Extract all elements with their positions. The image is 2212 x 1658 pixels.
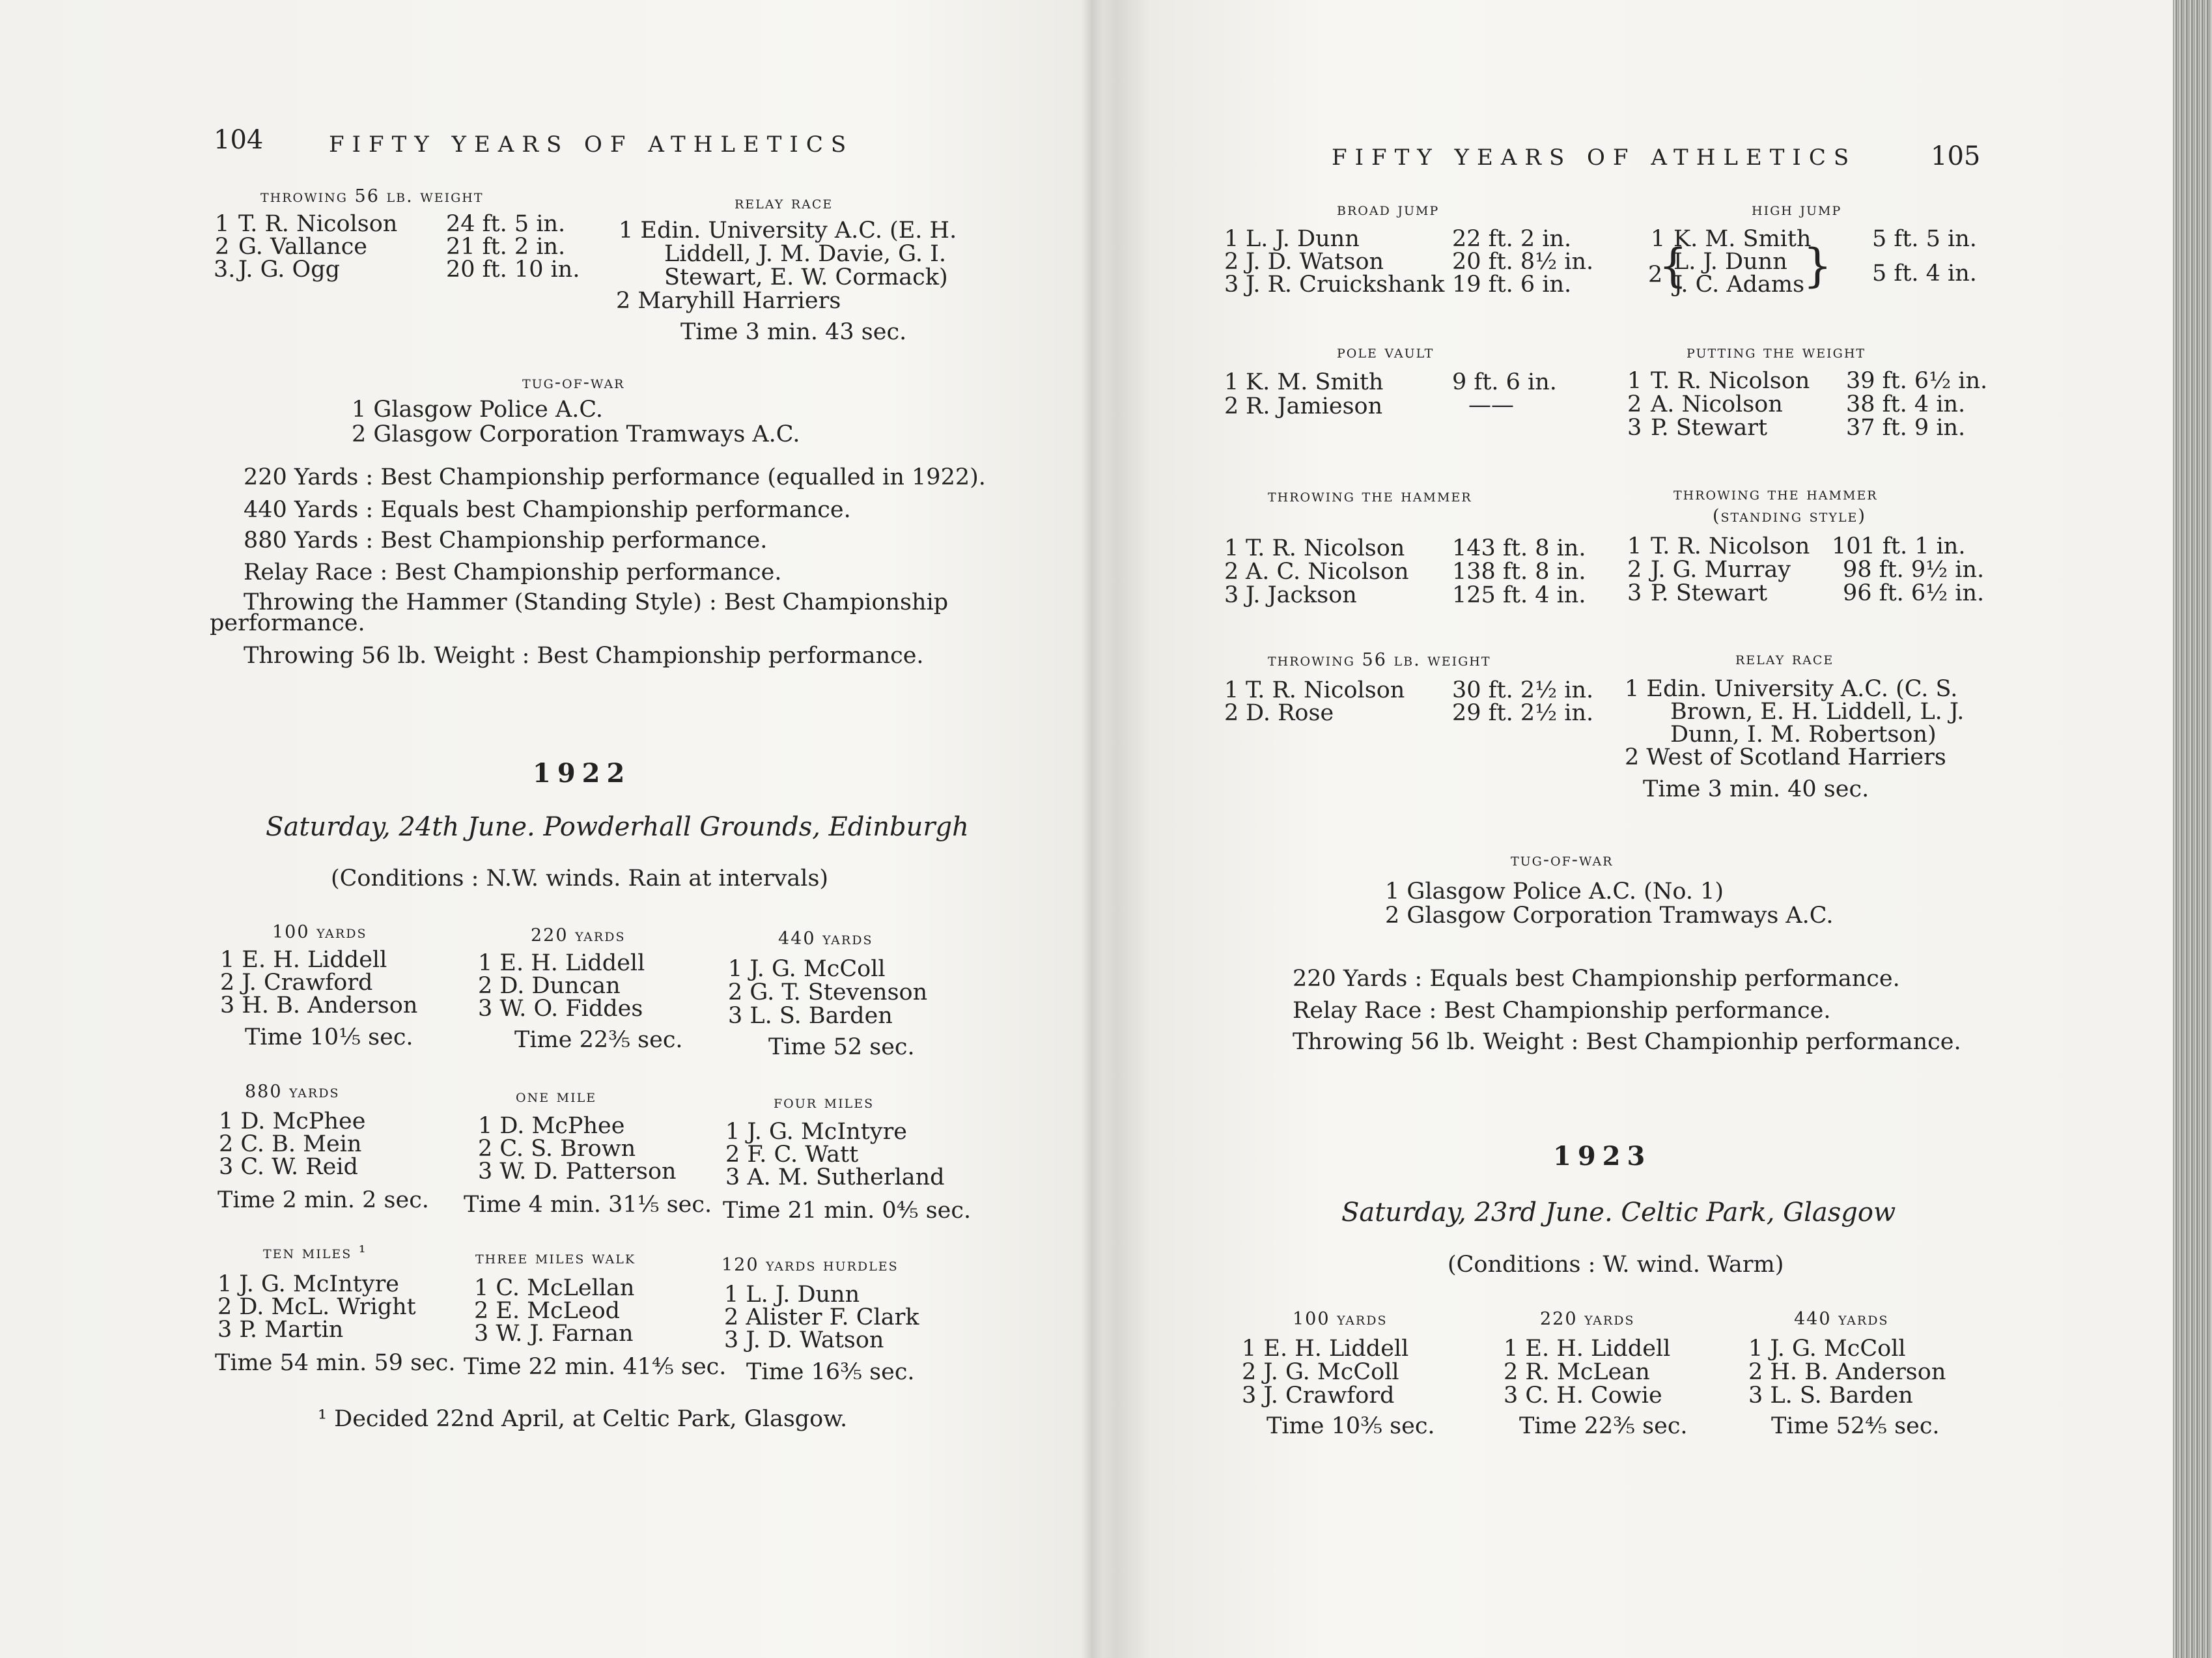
entry-position: 2	[215, 234, 230, 260]
entry-name: A. C. Nicolson	[1246, 559, 1409, 585]
entry-name: J. C. Adams	[1673, 272, 1805, 298]
relay-line: 2 West of Scotland Harriers	[1625, 744, 1946, 770]
running-head: FIFTY YEARS OF ATHLETICS	[1332, 145, 1857, 171]
event-entry: 3 J. D. Watson	[724, 1327, 884, 1353]
conditions: (Conditions : N.W. winds. Rain at intervals)	[331, 865, 829, 892]
entry-result: 39 ft. 6½ in.	[1846, 368, 1988, 394]
event-entry: 3 W. D. Patterson	[478, 1159, 677, 1185]
section-title: broad jump	[1337, 199, 1440, 219]
left-page	[0, 0, 1091, 1658]
entry-position: 3.	[214, 257, 236, 283]
entry-result: 24 ft. 5 in.	[446, 211, 566, 237]
note-line: Throwing the Hammer (Standing Style) : Best Championship	[244, 589, 949, 615]
running-head: FIFTY YEARS OF ATHLETICS	[329, 132, 854, 158]
entry-position: 3	[1224, 582, 1239, 608]
event-entry: 2 D. Duncan	[478, 973, 621, 999]
right-brace-icon: }	[1803, 239, 1832, 292]
event-title: four miles	[774, 1092, 875, 1112]
event-entry: 1 E. H. Liddell	[478, 950, 645, 976]
event-entry: 3 P. Martin	[217, 1317, 344, 1343]
note-line: performance.	[210, 610, 365, 636]
event-time: Time 4 min. 31⅕ sec.	[464, 1192, 712, 1218]
entry-name: T. R. Nicolson	[1651, 533, 1810, 559]
event-entry: 3 L. S. Barden	[1748, 1383, 1913, 1409]
entry-result: 98 ft. 9½ in.	[1843, 557, 1985, 583]
event-entry: 2 C. S. Brown	[478, 1136, 636, 1162]
entry-name: J. Jackson	[1246, 582, 1357, 608]
section-title: tug-of-war	[1511, 850, 1614, 870]
section-title: throwing 56 lb. weight	[1268, 650, 1491, 670]
relay-line: 2 Maryhill Harriers	[616, 288, 841, 314]
event-entry: 2 R. McLean	[1504, 1359, 1650, 1385]
relay-line: 1 Edin. University A.C. (E. H.	[619, 218, 957, 244]
entry-name: P. Stewart	[1651, 415, 1768, 441]
event-entry: 2 J. Crawford	[220, 970, 373, 996]
event-title: three miles walk	[475, 1248, 636, 1268]
entry-position: 3	[1627, 415, 1642, 441]
entry-position: 2	[1627, 557, 1642, 583]
entry-position: 2	[1224, 393, 1239, 419]
event-entry: 1 J. G. McIntyre	[217, 1271, 400, 1297]
event-title: 220 yards	[531, 925, 626, 946]
entry-name: T. R. Nicolson	[238, 211, 398, 237]
entry-name: P. Stewart	[1651, 580, 1768, 606]
event-entry: 3 C. H. Cowie	[1504, 1383, 1662, 1409]
entry-position: 1	[1224, 535, 1239, 561]
entry-name: J. D. Watson	[1246, 249, 1384, 275]
event-entry: 2 D. McL. Wright	[217, 1294, 416, 1320]
event-title: 440 yards	[1794, 1309, 1889, 1329]
section-title: pole vault	[1337, 342, 1435, 362]
event-title: 220 yards	[1540, 1309, 1635, 1329]
event-title: 440 yards	[778, 929, 873, 949]
entry-position: 1	[1627, 368, 1642, 394]
note-line: 440 Yards : Equals best Championship performance.	[244, 497, 851, 523]
event-entry: 2 J. G. McColl	[1242, 1359, 1399, 1385]
entry-name: J. G. Murray	[1651, 557, 1791, 583]
entry-position: 2	[1224, 700, 1239, 726]
tug-entry: 1 Glasgow Police A.C.	[352, 397, 604, 423]
entry-name: K. M. Smith	[1673, 226, 1812, 252]
event-time: Time 2 min. 2 sec.	[217, 1187, 429, 1213]
entry-name: T. R. Nicolson	[1651, 368, 1810, 394]
tug-entry: 1 Glasgow Police A.C. (No. 1)	[1385, 878, 1724, 905]
entry-result: 125 ft. 4 in.	[1452, 582, 1586, 608]
entry-result: 19 ft. 6 in.	[1452, 272, 1572, 298]
event-entry: 3 A. M. Sutherland	[725, 1164, 945, 1190]
entry-position: 2	[1627, 391, 1642, 417]
event-entry: 2 F. C. Watt	[725, 1142, 859, 1168]
event-entry: 1 E. H. Liddell	[220, 947, 387, 973]
note-line: Relay Race : Best Championship performance.	[1293, 998, 1831, 1024]
event-time: Time 21 min. 0⅘ sec.	[723, 1198, 972, 1224]
tug-entry: 2 Glasgow Corporation Tramways A.C.	[352, 421, 800, 447]
page-number: 104	[214, 125, 264, 155]
note-line: 220 Yards : Equals best Championship performance.	[1293, 966, 1900, 992]
event-entry: 1 E. H. Liddell	[1504, 1336, 1671, 1362]
entry-position: 2	[1224, 559, 1239, 585]
relay-line: Stewart, E. W. Cormack)	[664, 264, 948, 290]
section-title: throwing 56 lb. weight	[260, 186, 484, 206]
entry-name: R. Jamieson	[1246, 393, 1383, 419]
note-line: Throwing 56 lb. Weight : Best Championhip performance.	[1293, 1029, 1961, 1055]
event-time: Time 16⅗ sec.	[746, 1359, 915, 1385]
event-time: Time 52⅘ sec.	[1771, 1413, 1940, 1439]
entry-name: J. R. Cruickshank	[1246, 272, 1445, 298]
entry-result: 38 ft. 4 in.	[1846, 391, 1966, 417]
entry-position: 1	[1224, 369, 1239, 395]
entry-position: 1	[1627, 533, 1642, 559]
section-title: relay race	[735, 193, 833, 213]
relay-line: Dunn, I. M. Robertson)	[1670, 722, 1937, 748]
entry-result: 37 ft. 9 in.	[1846, 415, 1966, 441]
note-line: Throwing 56 lb. Weight : Best Championship performance.	[244, 643, 924, 669]
entry-position: 2	[1224, 249, 1239, 275]
entry-result: 5 ft. 5 in.	[1872, 226, 1977, 252]
event-entry: 3 W. O. Fiddes	[478, 996, 643, 1022]
entry-name: G. Vallance	[238, 234, 368, 260]
event-entry: 3 J. Crawford	[1242, 1383, 1395, 1409]
entry-result: 29 ft. 2½ in.	[1452, 700, 1594, 726]
year-heading: 1923	[1553, 1141, 1652, 1172]
entry-result: 20 ft. 10 in.	[446, 257, 580, 283]
entry-name: A. Nicolson	[1651, 391, 1783, 417]
tug-entry: 2 Glasgow Corporation Tramways A.C.	[1385, 903, 1834, 929]
relay-time: Time 3 min. 43 sec.	[680, 319, 907, 345]
entry-result: 143 ft. 8 in.	[1452, 535, 1586, 561]
section-subtitle: (standing style)	[1713, 506, 1866, 526]
event-time: Time 22 min. 41⅘ sec.	[464, 1354, 727, 1380]
entry-name: J. G. Ogg	[238, 257, 341, 283]
event-entry: 1 D. McPhee	[478, 1113, 625, 1139]
event-entry: 1 J. G. McIntyre	[725, 1119, 908, 1145]
date-venue: Saturday, 23rd June. Celtic Park, Glasgow	[1341, 1198, 1896, 1228]
event-title: 880 yards	[245, 1082, 340, 1102]
entry-name: L. J. Dunn	[1246, 226, 1360, 252]
entry-result: 101 ft. 1 in.	[1832, 533, 1966, 559]
entry-result: 138 ft. 8 in.	[1452, 559, 1586, 585]
event-entry: 3 H. B. Anderson	[220, 992, 418, 1019]
event-entry: 2 E. McLeod	[474, 1298, 621, 1324]
date-venue: Saturday, 24th June. Powderhall Grounds, Edinburgh	[266, 812, 969, 842]
event-entry: 1 C. McLellan	[474, 1275, 635, 1301]
event-time: Time 10⅕ sec.	[245, 1024, 413, 1050]
entry-position: 1	[215, 211, 230, 237]
conditions: (Conditions : W. wind. Warm)	[1448, 1252, 1784, 1278]
event-entry: 1 E. H. Liddell	[1242, 1336, 1409, 1362]
entry-name: T. R. Nicolson	[1246, 535, 1405, 561]
event-entry: 1 J. G. McColl	[728, 956, 886, 982]
event-title: 100 yards	[272, 922, 367, 942]
event-title: one mile	[516, 1086, 597, 1106]
note-line: 220 Yards : Best Championship performance (equalled in 1922).	[244, 464, 986, 490]
entry-position: 1	[1651, 226, 1666, 252]
entry-name: T. R. Nicolson	[1246, 677, 1405, 703]
section-title: putting the weight	[1687, 342, 1866, 362]
event-title: ten miles ¹	[263, 1243, 367, 1263]
entry-result: 21 ft. 2 in.	[446, 234, 566, 260]
entry-position: 3	[1224, 272, 1239, 298]
right-page	[1091, 0, 2212, 1658]
relay-time: Time 3 min. 40 sec.	[1643, 776, 1869, 802]
event-entry: 2 H. B. Anderson	[1748, 1359, 1946, 1385]
relay-line: Brown, E. H. Liddell, L. J.	[1670, 699, 1965, 725]
relay-line: 1 Edin. University A.C. (C. S.	[1625, 676, 1958, 702]
section-title: throwing the hammer	[1268, 486, 1472, 506]
entry-name: L. J. Dunn	[1673, 249, 1787, 275]
event-entry: 2 Alister F. Clark	[724, 1304, 919, 1330]
entry-result: 5 ft. 4 in.	[1872, 260, 1977, 287]
entry-position: 3	[1627, 580, 1642, 606]
event-time: Time 54 min. 59 sec.	[215, 1350, 456, 1376]
footnote: ¹ Decided 22nd April, at Celtic Park, Glasgow.	[318, 1406, 848, 1432]
page-number: 105	[1931, 141, 1981, 171]
entry-name: D. Rose	[1246, 700, 1334, 726]
left-brace-icon: {	[1659, 239, 1688, 292]
event-time: Time 10⅗ sec.	[1267, 1413, 1435, 1439]
event-title: 100 yards	[1293, 1309, 1388, 1329]
event-time: Time 52 sec.	[768, 1034, 915, 1060]
relay-line: Liddell, J. M. Davie, G. I.	[664, 241, 947, 267]
entry-result: 20 ft. 8½ in.	[1452, 249, 1594, 275]
event-entry: 2 G. T. Stevenson	[728, 979, 928, 1005]
event-entry: 3 C. W. Reid	[219, 1154, 358, 1180]
event-entry: 1 J. G. McColl	[1748, 1336, 1906, 1362]
event-title: 120 yards hurdles	[721, 1255, 899, 1275]
entry-position: 1	[1224, 677, 1239, 703]
entry-position: 2	[1648, 262, 1663, 288]
entry-result: 30 ft. 2½ in.	[1452, 677, 1594, 703]
event-entry: 3 L. S. Barden	[728, 1003, 893, 1029]
event-entry: 3 W. J. Farnan	[474, 1321, 634, 1347]
year-heading: 1922	[533, 758, 632, 789]
section-title: tug-of-war	[522, 372, 625, 393]
entry-result-dash: ——	[1468, 392, 1514, 418]
entry-result: 9 ft. 6 in.	[1452, 369, 1557, 395]
note-line: 880 Yards : Best Championship performance.	[244, 527, 768, 554]
event-entry: 2 C. B. Mein	[219, 1131, 362, 1157]
section-title: high jump	[1752, 199, 1842, 219]
note-line: Relay Race : Best Championship performance.	[244, 559, 782, 585]
event-time: Time 22⅗ sec.	[1519, 1413, 1688, 1439]
event-entry: 1 L. J. Dunn	[724, 1282, 860, 1308]
entry-result: 22 ft. 2 in.	[1452, 226, 1572, 252]
event-time: Time 22⅗ sec.	[514, 1027, 683, 1053]
section-title: throwing the hammer	[1673, 484, 1878, 504]
event-entry: 1 D. McPhee	[219, 1108, 366, 1134]
entry-position: 1	[1224, 226, 1239, 252]
section-title: relay race	[1735, 649, 1834, 669]
entry-name: K. M. Smith	[1246, 369, 1384, 395]
entry-result: 96 ft. 6½ in.	[1843, 580, 1985, 606]
